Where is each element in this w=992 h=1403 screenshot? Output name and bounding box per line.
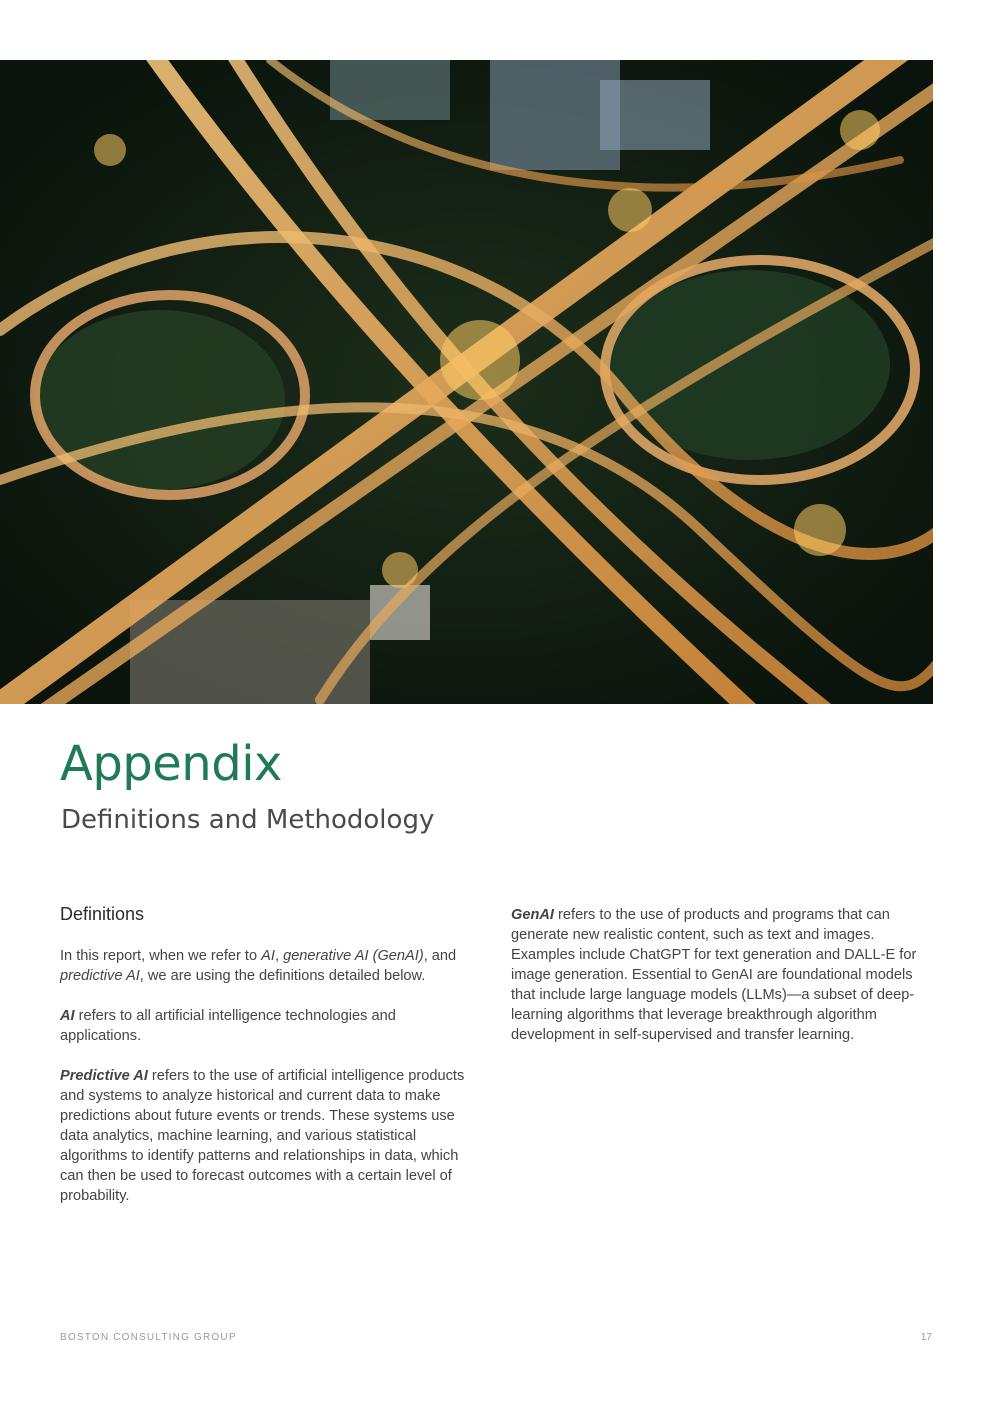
hero-image	[0, 60, 933, 704]
definition-predictive-ai	[60, 1066, 480, 1206]
footer-org: BOSTON CONSULTING GROUP	[60, 1332, 237, 1343]
intro-term-genai: generative AI (GenAI)	[283, 948, 424, 964]
definition-genai-text: refers to the use of products and programs that can generate new realistic content, such as text and images. Examples include ChatGPT for text generation and DALL-E for image generation. Essential to GenAI are foundational models that include large language models (LLMs)—a subset of deep-learning algorithms that leverage breakthrough algorithm development in self-supervised and transfer learning.	[511, 907, 917, 1043]
intro-term-ai: AI	[261, 948, 275, 964]
definition-predictive-ai-text: refers to the use of artificial intelligence products and systems to analyze historical and current data to make predictions about future events or trends. These systems use data analytics, machine learning, and various statistical algorithms to identify patterns and relationships in data, which can then be used to forecast outcomes with a certain level of probability.	[60, 1068, 465, 1204]
definitions-column-right	[511, 905, 931, 1065]
intro-term-predictive: predictive AI	[60, 968, 140, 984]
intro-text-3: , and	[423, 948, 457, 964]
intro-text-1: In this report, when we refer to	[60, 948, 262, 964]
term-genai: GenAI	[511, 907, 554, 923]
definitions-heading: Definitions	[60, 904, 145, 924]
definition-ai	[60, 1006, 480, 1046]
page-title: Appendix	[60, 736, 282, 792]
term-ai: AI	[60, 1008, 75, 1024]
page-subtitle: Definitions and Methodology	[61, 805, 435, 835]
page-number: 17	[920, 1332, 932, 1343]
term-predictive-ai: Predictive AI	[60, 1068, 148, 1084]
definition-ai-text: refers to all artificial intelligence technologies and applications.	[60, 1008, 396, 1044]
definitions-intro	[60, 946, 480, 986]
intro-text-2: ,	[274, 948, 284, 964]
intro-text-4: , we are using the definitions detailed below.	[139, 968, 426, 984]
definition-genai	[511, 905, 931, 1045]
highway-interchange-illustration	[0, 60, 933, 704]
definitions-column-left	[60, 902, 480, 1226]
